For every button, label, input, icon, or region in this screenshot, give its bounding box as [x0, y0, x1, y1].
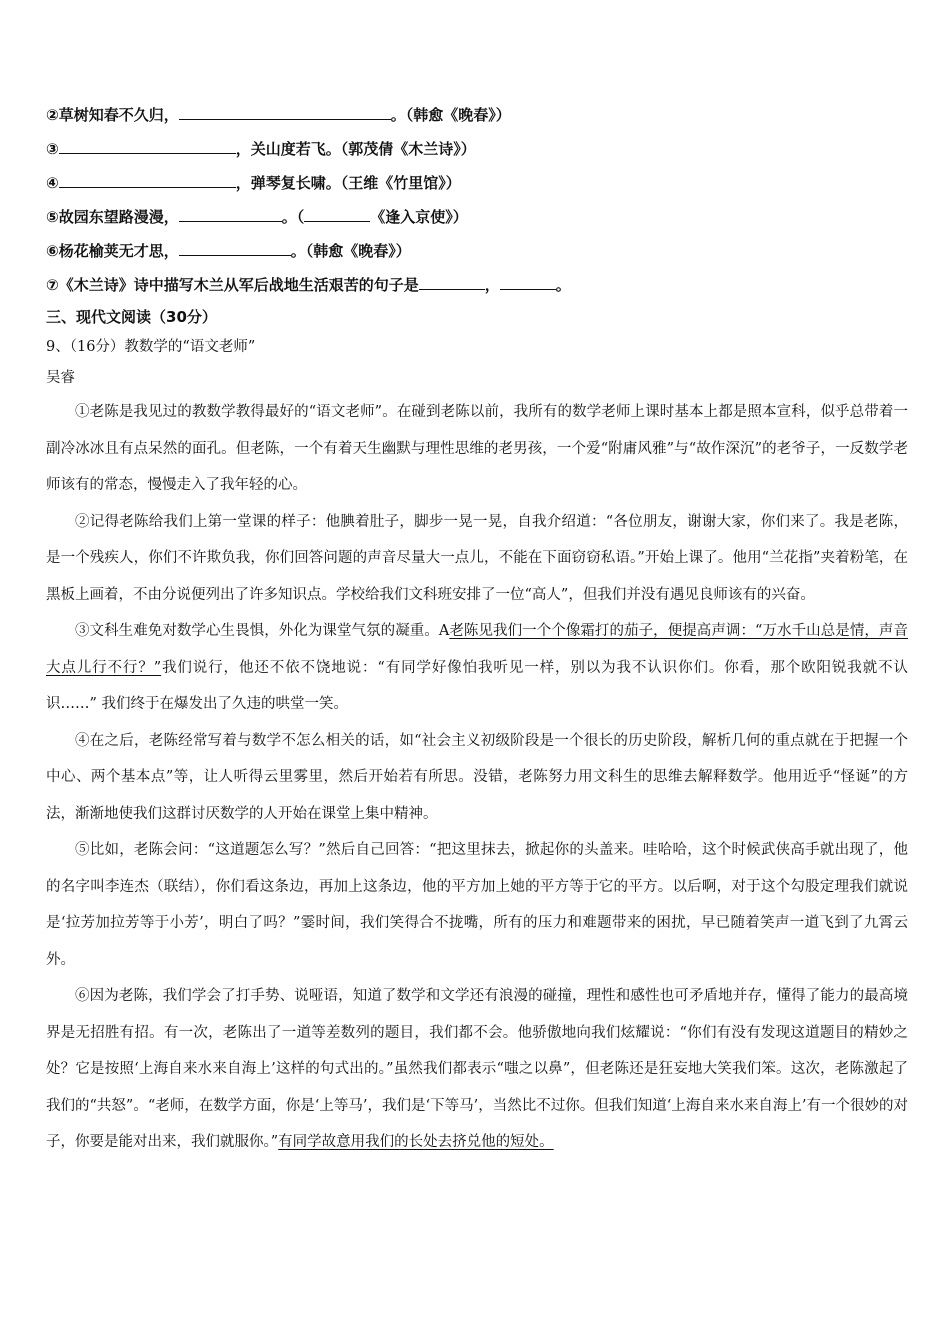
fill-blank-4: [46, 166, 908, 200]
fill-blank-6: [46, 234, 908, 268]
fill-blank-source: ，弹琴复长啸。（王维《竹里馆》）: [235, 174, 461, 192]
paragraph-6: [46, 978, 908, 1161]
fill-blank-prompt: ⑥杨花榆荚无才思，: [46, 242, 179, 260]
fill-blank-2: [46, 98, 908, 132]
section-title: 三、现代文阅读（30分）: [46, 308, 217, 326]
fill-blank-prompt: ④: [46, 174, 59, 192]
fill-blank-prompt: ⑦《木兰诗》诗中描写木兰从军后战地生活艰苦的句子是: [46, 276, 419, 294]
fill-blank-source: 。（韩愈《晚春》）: [290, 242, 411, 260]
underlined-sentence-b: 有同学故意用我们的长处去挤兑他的短处。: [278, 1134, 554, 1150]
answer-blank[interactable]: [179, 241, 291, 256]
answer-blank[interactable]: [419, 275, 485, 290]
answer-blank[interactable]: [179, 105, 391, 120]
paragraph-5: ⑤比如，老陈会问：“这道题怎么写？”然后自己回答：“把这里抹去，掀起你的头盖来。哇哈哈，这个时候武侠高手就出现了，他的名字叫李连杰（联结），你们看这条边，再加上这条边，他的平方加上她的平方等于它的平方。以后啊，对于这个勾股定理我们就说是‘拉芳加拉芳等于小芳’，明白了吗？”霎时间，我们笑得合不拢嘴，所有的压力和难题带来的困扰，早已随着笑声一道飞到了九霄云外。: [46, 842, 908, 968]
answer-blank[interactable]: [59, 173, 236, 188]
question-title: 9、（16分）教数学的“语文老师”: [46, 339, 256, 355]
fill-blank-separator: ，: [484, 276, 500, 294]
answer-blank[interactable]: [304, 207, 370, 222]
exam-page: [46, 98, 908, 1161]
fill-blank-source: 《逢入京使》）: [370, 208, 468, 226]
fill-blank-source: 。（韩愈《晚春》）: [390, 106, 511, 124]
fill-blank-5: [46, 200, 908, 234]
fill-blank-prompt: ⑤故园东望路漫漫，: [46, 208, 179, 226]
paragraph-1: ①老陈是我见过的教数学教得最好的“语文老师”。在碰到老陈以前，我所有的数学老师上课时基本上都是照本宣科，似乎总带着一副冷冰冰且有点呆然的面孔。但老陈，一个有着天生幽默与理性思维的老男孩，一个爱“附庸风雅”与“故作深沉”的老爷子，一反数学老师该有的常态，慢慢走入了我年轻的心。: [46, 404, 908, 493]
fill-blank-source: ，关山度若飞。（郭茂倩《木兰诗》）: [235, 140, 476, 158]
fill-blank-prompt: ③: [46, 140, 59, 158]
paragraph-3: [46, 613, 908, 723]
fill-blank-prompt: ②草树知春不久归，: [46, 106, 179, 124]
paragraph-6-start: ⑥因为老陈，我们学会了打手势、说哑语，知道了数学和文学还有浪漫的碰撞，理性和感性也可矛盾地并存，懂得了能力的最高境界是无招胜有招。有一次，老陈出了一道等差数列的题目，我们都不会。他骄傲地向我们炫耀说：“你们有没有发现这道题目的精妙之处？它是按照‘上海自来水来自海上’这样的句式出的。”虽然我们都表示“嗤之以鼻”，但老陈还是狂妄地大笑我们笨。这次，老陈激起了我们的“共怒”。“老师，在数学方面，你是‘上等马’，我们是‘下等马’，当然比不过你。但我们知道‘上海自来水来自海上’有一个很妙的对子，你要是能对出来，我们就服你。”: [46, 988, 908, 1150]
paragraph-3-end: 我们说行，他还不依不饶地说：“有同学好像怕我听见一样，别以为我不认识你们。你看，那个欧阳锐我就不认识……” 我们终于在爆发出了久违的哄堂一笑。: [46, 659, 908, 712]
article-author: 吴睿: [46, 370, 75, 386]
fill-blank-source: 。: [555, 276, 571, 294]
fill-blank-7: [46, 268, 908, 302]
fill-blank-separator: 。（: [281, 208, 305, 226]
paragraph-3-start: ③文科生难免对数学心生畏惧，外化为课堂气氛的凝重。A: [75, 623, 450, 639]
answer-blank[interactable]: [179, 207, 282, 222]
underlined-sentence-a: 老陈见我们一个个像霜打的茄子，便提高声调：“万水千山总是情，声音大点儿行不行？”: [46, 623, 908, 676]
paragraph-4: ④在之后，老陈经常写着与数学不怎么相关的话，如“社会主义初级阶段是一个很长的历史阶段，解析几何的重点就在于把握一个中心、两个基本点”等，让人听得云里雾里，然后开始若有所思。没错，老陈努力用文科生的思维去解释数学。他用近乎“怪诞”的方法，渐渐地使我们这群讨厌数学的人开始在课堂上集中精神。: [46, 732, 908, 822]
answer-blank[interactable]: [500, 275, 556, 290]
paragraph-2: ②记得老陈给我们上第一堂课的样子：他腆着肚子，脚步一晃一晃，自我介绍道：“各位朋友，谢谢大家，你们来了。我是老陈，是一个残疾人，你们不许欺负我，你们回答问题的声音尽量大一点儿，不能在下面窃窃私语。”开始上课了。他用“兰花指”夹着粉笔，在黑板上画着，不由分说便列出了许多知识点。学校给我们文科班安排了一位“高人”，但我们并没有遇见良师该有的兴奋。: [46, 513, 908, 603]
fill-blank-3: [46, 132, 908, 166]
answer-blank[interactable]: [59, 139, 236, 154]
